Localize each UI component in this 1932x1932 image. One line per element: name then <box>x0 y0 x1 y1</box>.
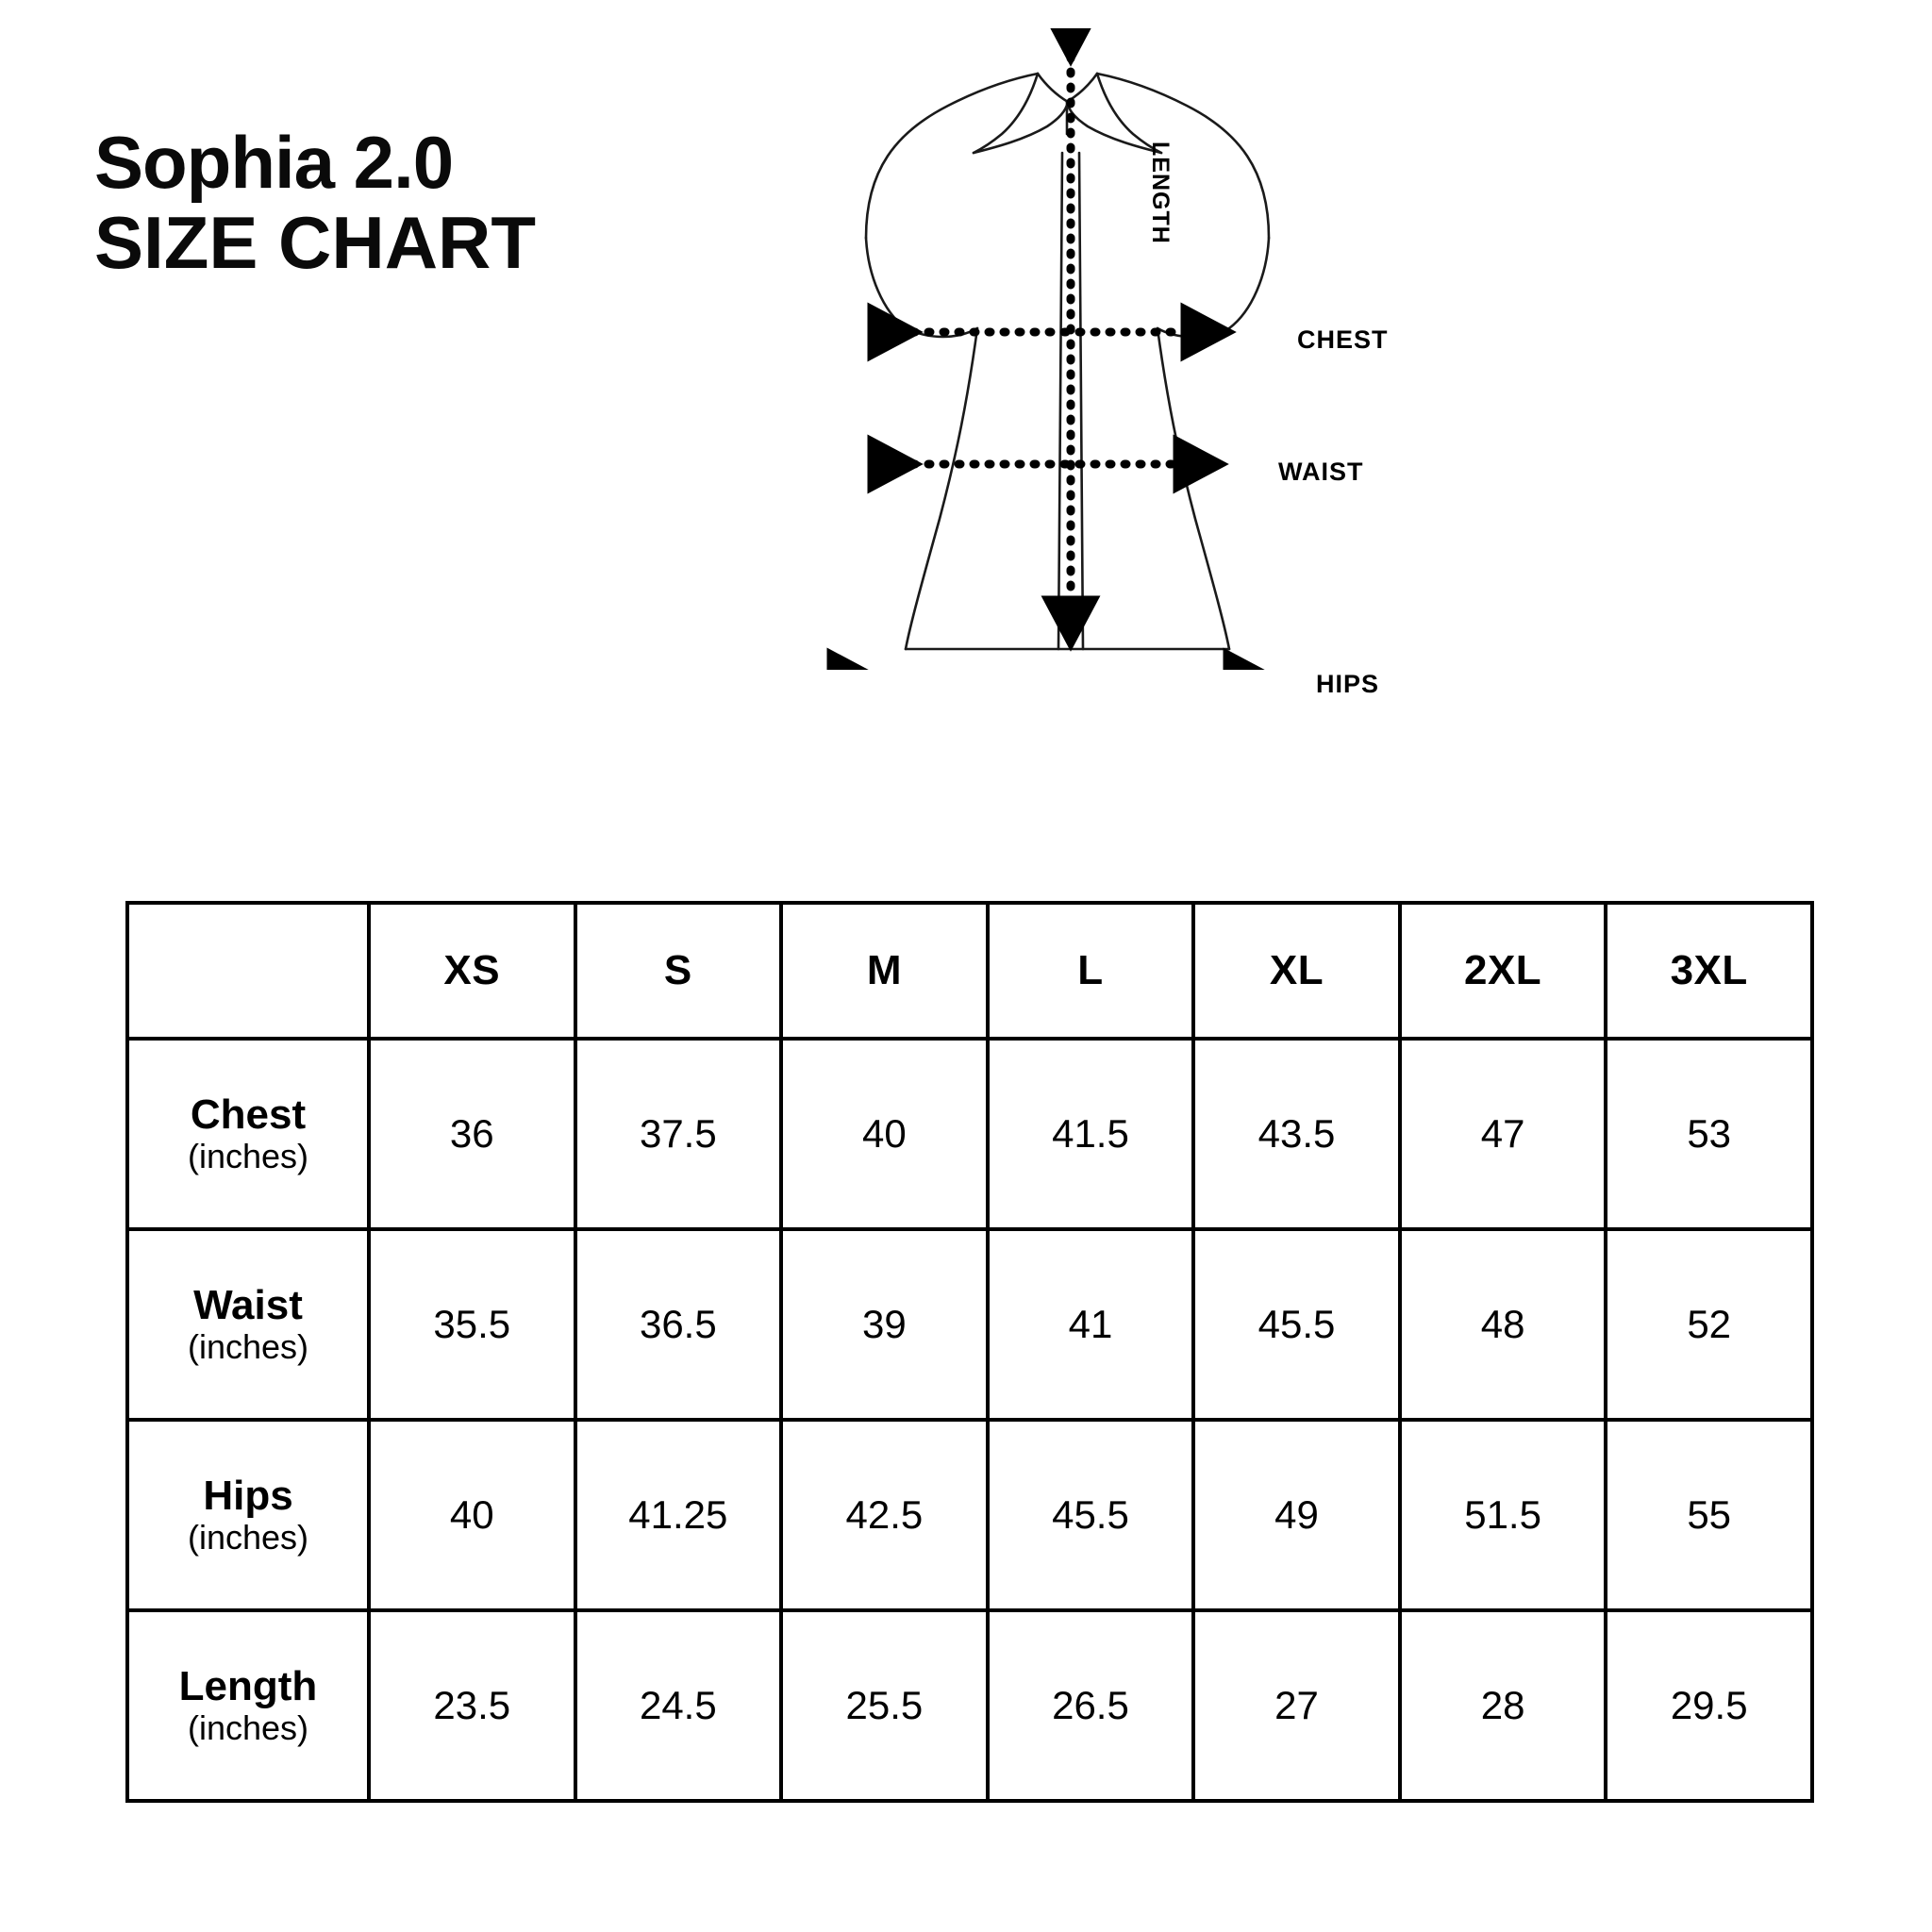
cell-waist-2xl: 48 <box>1400 1229 1607 1420</box>
table-row <box>127 1229 1812 1420</box>
size-chart-table <box>125 901 1814 1803</box>
cell-waist-m: 39 <box>781 1229 988 1420</box>
row-header-length-unit: (inches) <box>187 1708 309 1748</box>
cell-hips-m: 42.5 <box>781 1420 988 1610</box>
cell-hips-l: 45.5 <box>988 1420 1194 1610</box>
row-header-length <box>127 1610 369 1801</box>
table-header-row <box>127 903 1812 1039</box>
cell-chest-xs: 36 <box>369 1039 575 1229</box>
cell-length-3xl: 29.5 <box>1606 1610 1812 1801</box>
table-row <box>127 1610 1812 1801</box>
row-header-chest-name: Chest <box>190 1091 307 1139</box>
table-row <box>127 1039 1812 1229</box>
page-title-line1: Sophia 2.0 <box>94 121 454 204</box>
row-header-waist-name: Waist <box>193 1282 303 1329</box>
chest-label: CHEST <box>1297 325 1389 354</box>
cell-length-l: 26.5 <box>988 1610 1194 1801</box>
page-title-line2: SIZE CHART <box>94 201 536 285</box>
hips-label: HIPS <box>1316 670 1380 698</box>
column-header-s: S <box>575 903 782 1039</box>
cell-waist-3xl: 52 <box>1606 1229 1812 1420</box>
column-header-2xl: 2XL <box>1400 903 1607 1039</box>
cell-length-s: 24.5 <box>575 1610 782 1801</box>
row-header-hips-name: Hips <box>203 1473 293 1520</box>
cell-chest-s: 37.5 <box>575 1039 782 1229</box>
cell-hips-s: 41.25 <box>575 1420 782 1610</box>
cell-chest-3xl: 53 <box>1606 1039 1812 1229</box>
length-label: LENGTH <box>1147 142 1174 244</box>
row-header-hips <box>127 1420 369 1610</box>
cell-waist-l: 41 <box>988 1229 1194 1420</box>
cell-length-xs: 23.5 <box>369 1610 575 1801</box>
cell-hips-3xl: 55 <box>1606 1420 1812 1610</box>
waist-label: WAIST <box>1278 458 1364 486</box>
row-header-waist-unit: (inches) <box>187 1327 309 1367</box>
cell-chest-l: 41.5 <box>988 1039 1194 1229</box>
cell-chest-xl: 43.5 <box>1193 1039 1400 1229</box>
row-header-length-name: Length <box>178 1663 318 1710</box>
cell-length-m: 25.5 <box>781 1610 988 1801</box>
table-row <box>127 1420 1812 1610</box>
column-header-l: L <box>988 903 1194 1039</box>
cell-hips-xl: 49 <box>1193 1420 1400 1610</box>
cell-waist-s: 36.5 <box>575 1229 782 1420</box>
column-header-m: M <box>781 903 988 1039</box>
table-corner-cell <box>127 903 369 1039</box>
row-header-chest <box>127 1039 369 1229</box>
row-header-waist <box>127 1229 369 1420</box>
row-header-chest-unit: (inches) <box>187 1137 309 1176</box>
column-header-xs: XS <box>369 903 575 1039</box>
cell-length-2xl: 28 <box>1400 1610 1607 1801</box>
row-header-hips-unit: (inches) <box>187 1518 309 1557</box>
column-header-3xl: 3XL <box>1606 903 1812 1039</box>
cell-waist-xl: 45.5 <box>1193 1229 1400 1420</box>
cell-hips-xs: 40 <box>369 1420 575 1610</box>
cell-chest-2xl: 47 <box>1400 1039 1607 1229</box>
column-header-xl: XL <box>1193 903 1400 1039</box>
cell-length-xl: 27 <box>1193 1610 1400 1801</box>
cell-hips-2xl: 51.5 <box>1400 1420 1607 1610</box>
cell-chest-m: 40 <box>781 1039 988 1229</box>
cell-waist-xs: 35.5 <box>369 1229 575 1420</box>
size-chart-table-wrapper <box>125 901 1814 1803</box>
page-title <box>94 123 755 285</box>
